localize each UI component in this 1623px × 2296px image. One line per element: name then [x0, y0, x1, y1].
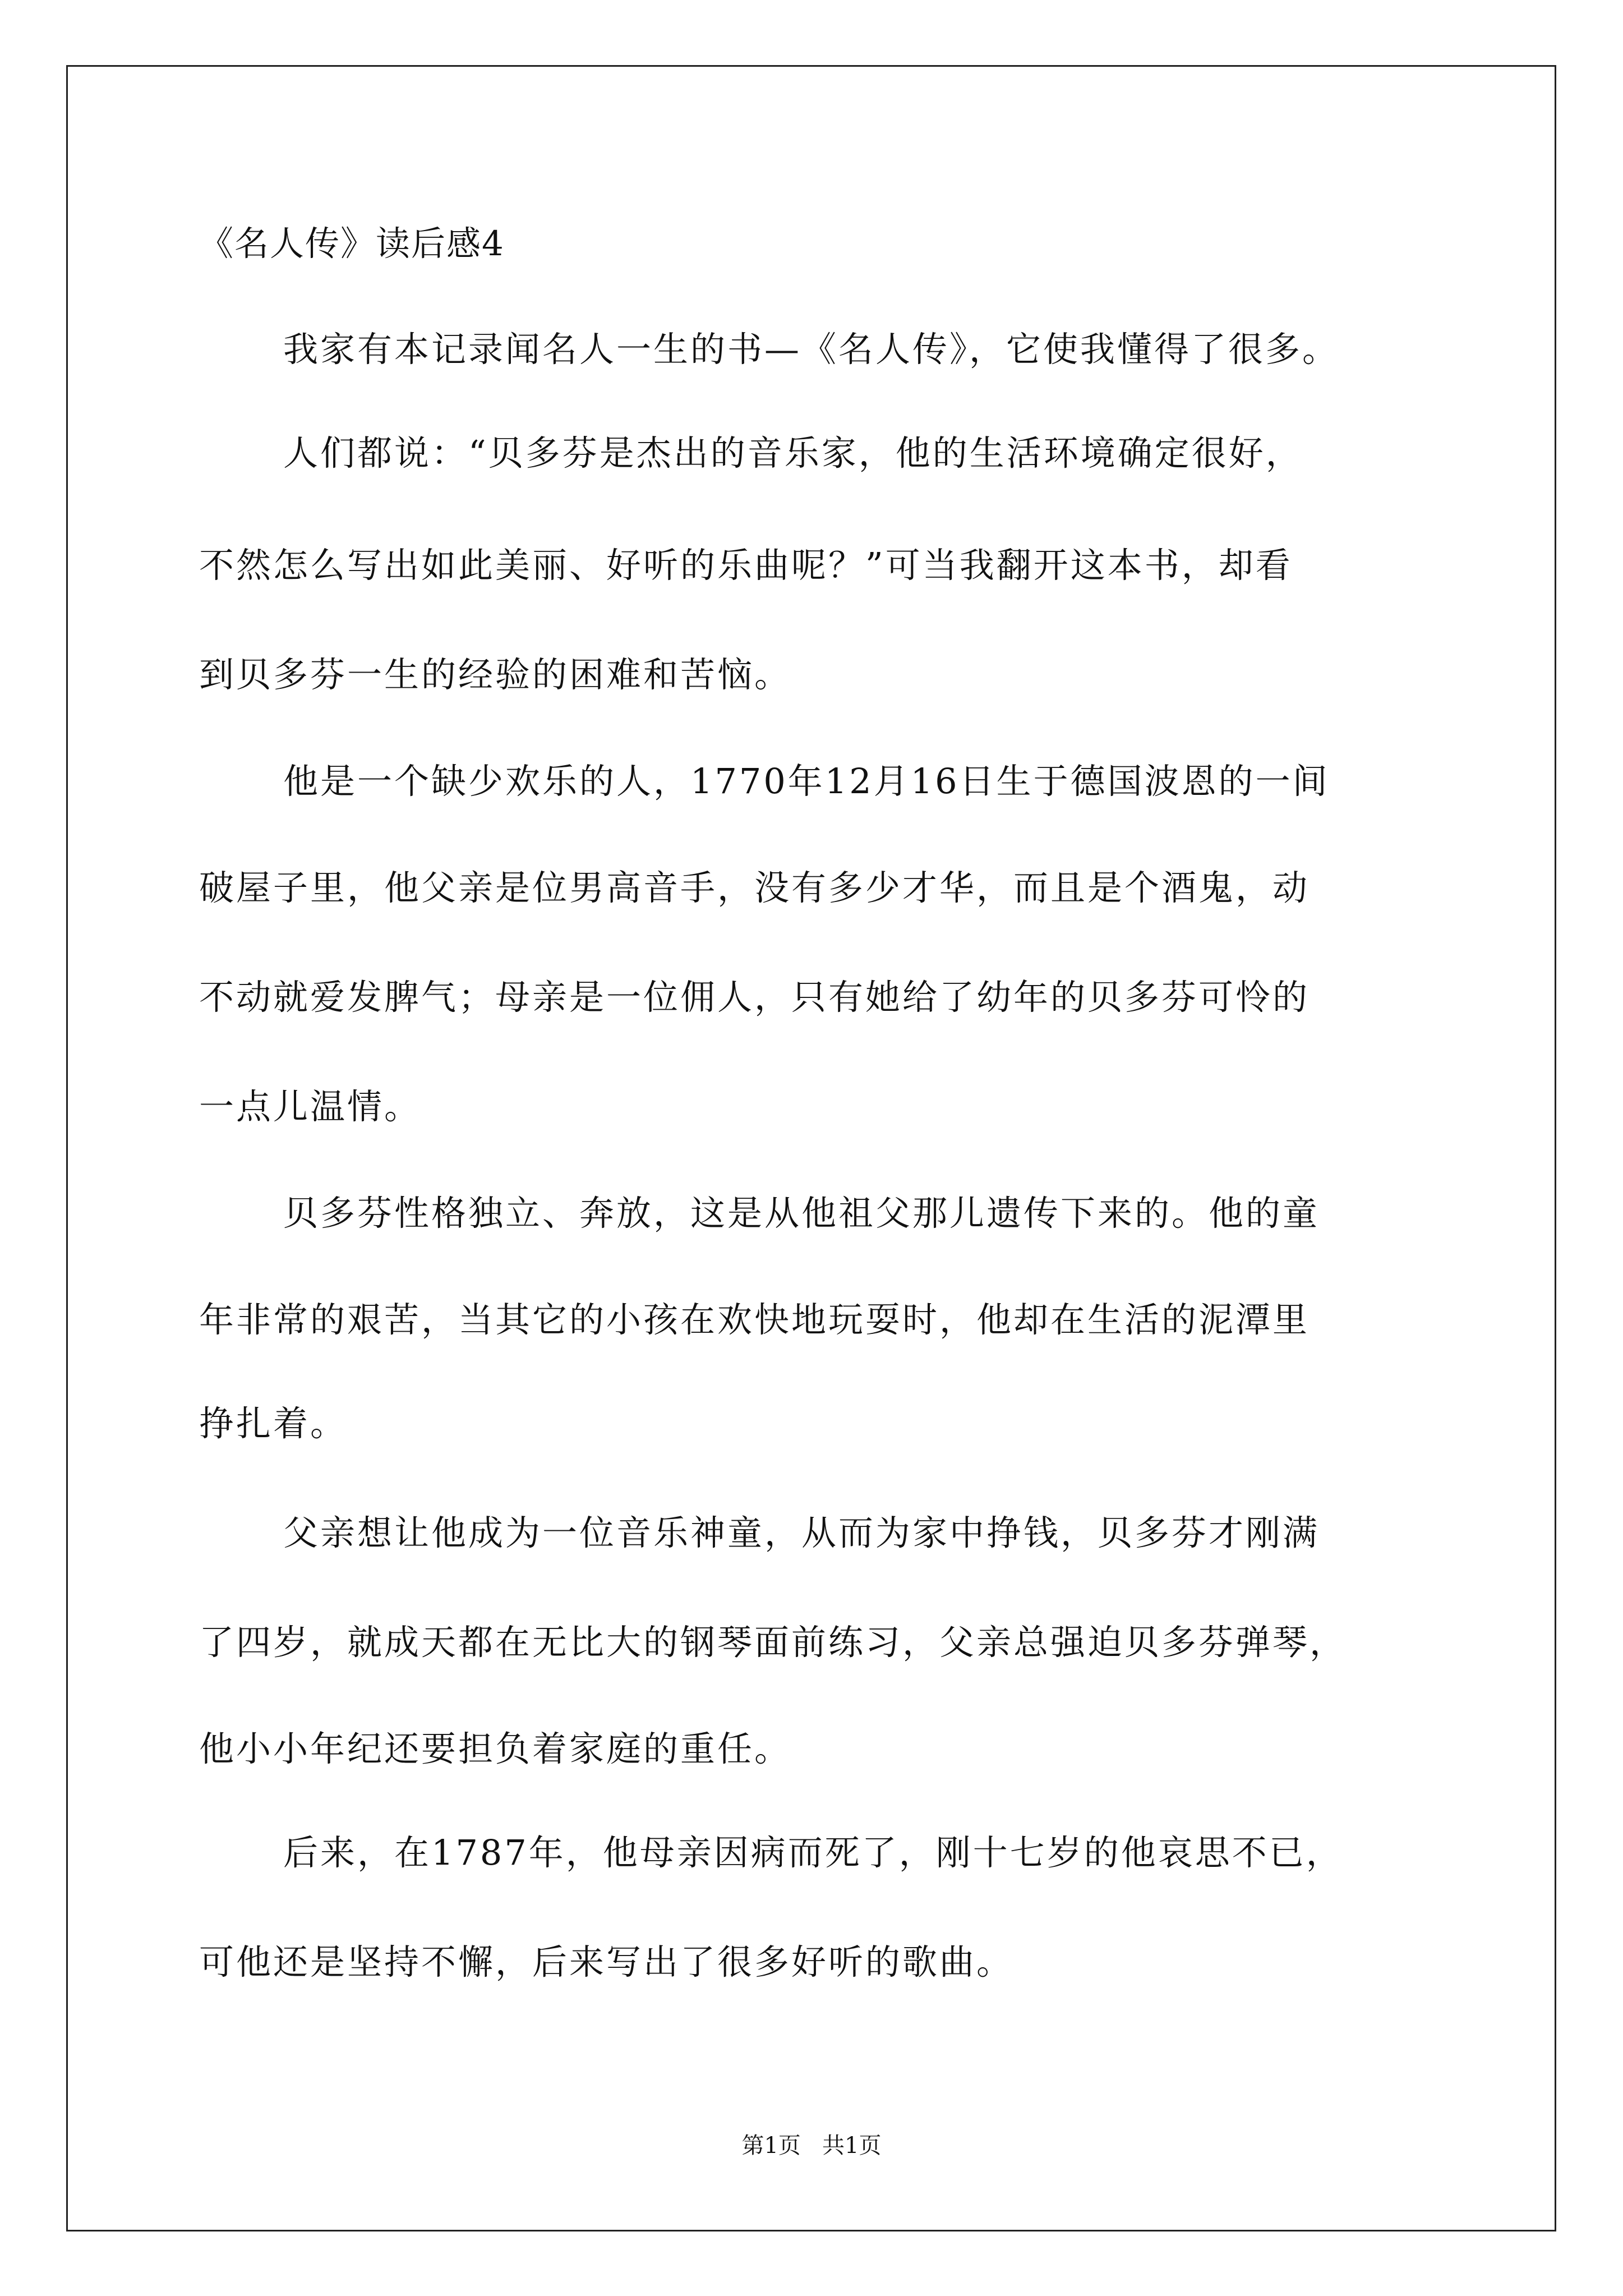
- page-border: [66, 65, 1556, 2231]
- paragraph-line: 我家有本记录闻名人一生的书—《名人传》，它使我懂得了很多。: [283, 329, 1340, 370]
- paragraph-line: 到贝多芬一生的经验的困难和苦恼。: [199, 654, 792, 695]
- document-title: 《名人传》读后感4: [199, 224, 505, 264]
- paragraph-line: 年非常的艰苦，当其它的小孩在欢快地玩耍时，他却在生活的泥潭里: [199, 1299, 1310, 1340]
- paragraph-line: 一点儿温情。: [199, 1086, 422, 1127]
- paragraph-line: 不然怎么写出如此美丽、好听的乐曲呢？”可当我翻开这本书，却看: [199, 545, 1293, 586]
- paragraph-line: 破屋子里，他父亲是位男高音手，没有多少才华，而且是个酒鬼，动: [199, 867, 1310, 908]
- paragraph-line: 挣扎着。: [199, 1403, 348, 1444]
- page-number-footer: 第1页 共1页: [741, 2133, 882, 2159]
- paragraph-line: 人们都说：“贝多芬是杰出的音乐家，他的生活环境确定很好，: [283, 432, 1303, 473]
- paragraph-line: 贝多芬性格独立、奔放，这是从他祖父那儿遗传下来的。他的童: [283, 1193, 1320, 1234]
- paragraph-line: 他小小年纪还要担负着家庭的重任。: [199, 1728, 792, 1769]
- paragraph-line: 可他还是坚持不懈，后来写出了很多好听的歌曲。: [199, 1941, 1014, 1982]
- paragraph-line: 父亲想让他成为一位音乐神童，从而为家中挣钱，贝多芬才刚满: [283, 1512, 1320, 1553]
- paragraph-line: 了四岁，就成天都在无比大的钢琴面前练习，父亲总强迫贝多芬弹琴，: [199, 1622, 1347, 1663]
- paragraph-line: 不动就爱发脾气；母亲是一位佣人，只有她给了幼年的贝多芬可怜的: [199, 977, 1310, 1018]
- paragraph-line: 后来，在1787年，他母亲因病而死了，刚十七岁的他哀思不已，: [283, 1832, 1343, 1873]
- paragraph-line: 他是一个缺少欢乐的人，1770年12月16日生于德国波恩的一间: [283, 761, 1330, 802]
